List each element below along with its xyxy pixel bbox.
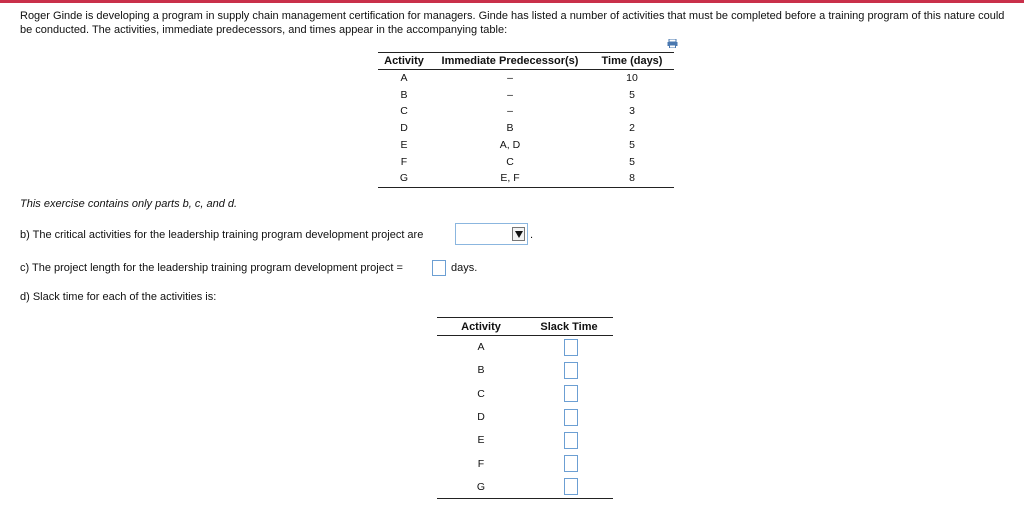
slack-input-b[interactable] <box>564 362 578 379</box>
activity-cell: E <box>400 139 408 152</box>
activity-cell: A <box>400 72 408 85</box>
top-accent-bar <box>0 0 1024 3</box>
column-header-time: Time (days) <box>601 55 663 67</box>
predecessor-cell: – <box>507 88 513 101</box>
time-cell: 8 <box>629 172 635 185</box>
activity-cell: C <box>400 105 408 118</box>
predecessor-cell: E, F <box>500 172 520 185</box>
part-b-period: . <box>530 229 534 241</box>
predecessor-cell: – <box>507 105 513 118</box>
print-icon[interactable] <box>667 39 678 48</box>
part-c-question: c) The project length for the leadership training program development project = <box>20 262 403 274</box>
slack-input-g[interactable] <box>564 478 578 495</box>
part-b-question: b) The critical activities for the leadership training program development project are <box>20 229 424 241</box>
table-row <box>378 120 674 137</box>
activity-table-header <box>378 53 674 70</box>
activity-cell: B <box>477 364 485 377</box>
slack-input-f[interactable] <box>564 455 578 472</box>
time-cell: 5 <box>629 155 635 168</box>
table-row <box>437 359 613 382</box>
activity-table <box>378 52 674 188</box>
activity-cell: F <box>400 155 408 168</box>
slack-input-e[interactable] <box>564 432 578 449</box>
table-row <box>378 86 674 103</box>
activity-cell: G <box>476 480 486 493</box>
activity-cell: G <box>399 172 409 185</box>
dropdown-arrow-icon[interactable] <box>512 227 525 241</box>
activity-cell: D <box>400 122 408 135</box>
table-row <box>437 405 613 428</box>
predecessor-cell: C <box>506 155 514 168</box>
exercise-note: This exercise contains only parts b, c, and d. <box>20 198 238 210</box>
table-row <box>378 70 674 87</box>
part-d-question: d) Slack time for each of the activities is: <box>20 291 217 303</box>
table-row <box>437 336 613 359</box>
table-row <box>437 382 613 405</box>
table-row <box>437 475 613 498</box>
table-row <box>437 452 613 475</box>
column-header-predecessors: Immediate Predecessor(s) <box>441 55 579 67</box>
table-row <box>378 153 674 170</box>
project-length-input[interactable] <box>432 260 446 276</box>
slack-input-c[interactable] <box>564 385 578 402</box>
activity-cell: B <box>400 88 408 101</box>
slack-time-table <box>437 317 613 499</box>
activity-cell: D <box>477 411 485 424</box>
column-header-activity: Activity <box>461 320 501 333</box>
activity-cell: E <box>477 434 485 447</box>
predecessor-cell: B <box>506 122 514 135</box>
critical-activities-dropdown[interactable] <box>455 223 528 245</box>
days-unit-label: days. <box>451 262 478 274</box>
table-row <box>378 103 674 120</box>
slack-input-d[interactable] <box>564 409 578 426</box>
time-cell: 10 <box>626 72 638 85</box>
time-cell: 5 <box>629 88 635 101</box>
column-header-slack-time: Slack Time <box>540 320 598 333</box>
problem-intro: Roger Ginde is developing a program in supply chain management certification for managers. Ginde has listed a number of activities that must be completed before a training program of this nature could be conducted. The activities, immediate predecessors, and times appear in the accompanying table: <box>20 10 1005 36</box>
activity-cell: F <box>477 457 485 470</box>
time-cell: 3 <box>629 105 635 118</box>
predecessor-cell: A, D <box>499 139 521 152</box>
activity-cell: C <box>477 387 485 400</box>
slack-table-header <box>437 318 613 336</box>
time-cell: 2 <box>629 122 635 135</box>
table-row <box>378 137 674 154</box>
table-row <box>378 170 674 187</box>
time-cell: 5 <box>629 139 635 152</box>
table-row <box>437 429 613 452</box>
slack-input-a[interactable] <box>564 339 578 356</box>
column-header-activity: Activity <box>384 55 424 67</box>
activity-cell: A <box>477 341 485 354</box>
predecessor-cell: – <box>507 72 513 85</box>
